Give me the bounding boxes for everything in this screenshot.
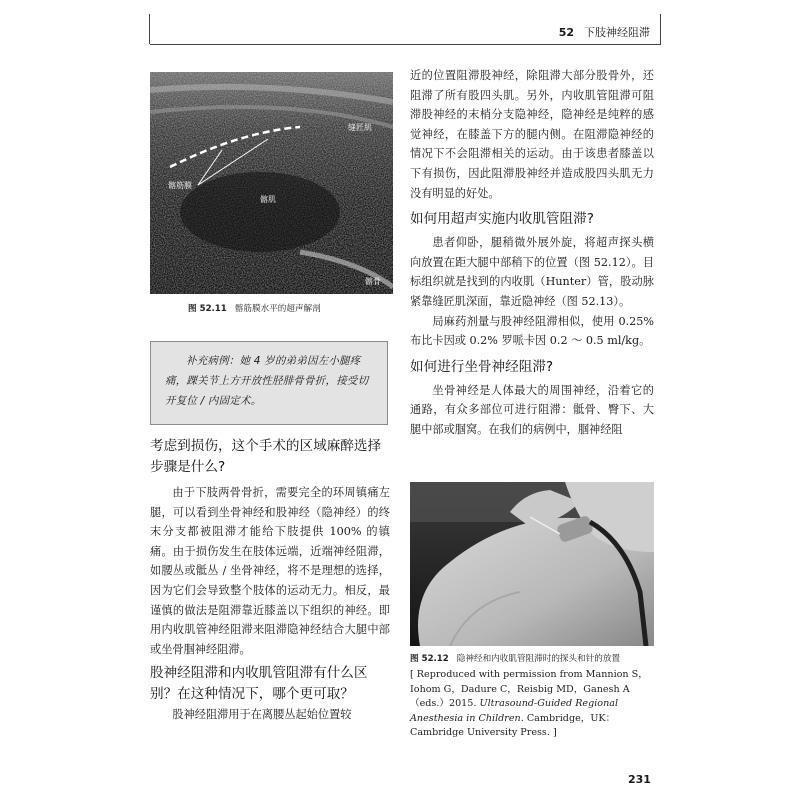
label-iliacus: 髂肌	[260, 195, 276, 204]
left-paragraph-2-block	[150, 705, 390, 725]
caption-text: 髂筋膜水平的超声解剖	[234, 304, 321, 314]
left-heading: 考虑到损伤，这个手术的区域麻醉选择步骤是什么?	[150, 438, 382, 475]
right-column	[410, 66, 654, 440]
chapter-number: 52	[558, 26, 574, 39]
right-heading-2: 如何进行坐骨神经阻滞?	[410, 358, 554, 375]
figure-52-12-title	[410, 652, 660, 666]
caption-text-52-12: 隐神经和内收肌管阻滞时的探头和针的放置	[456, 654, 621, 664]
case-box	[150, 341, 388, 425]
ultrasound-figure	[150, 72, 393, 294]
chapter-title: 下肢神经阻滞	[584, 26, 650, 39]
procedure-photo	[410, 482, 654, 646]
caption-number: 图 52.11	[188, 304, 227, 314]
right-paragraph-1-block	[410, 66, 654, 203]
probe-placement-photo	[410, 482, 654, 646]
figure-52-12-caption	[410, 652, 660, 741]
left-paragraph-2: 股神经阻滞用于在离腰丛起始位置较	[172, 708, 352, 722]
left-paragraph-block	[150, 483, 390, 659]
left-paragraph: 由于下肢两骨骨折，需要完全的环周镇痛左腿，可以看到坐骨神经和股神经（隐神经）的终末分支都被阻滞才能给下肢提供 100% 的镇痛。由于损伤发生在肢体远端，近端神经阻滞，如腰丛或骶丛 / 坐骨神经，将不是理想的选择，因为它们会导致整个肢体的运动无力。相反，最谨慎的做法是阻滞靠近膝盖以下组织的神经。即用内收肌管神经阻滞来阻滞隐神经结合大腿中部或坐骨腘神经阻滞。	[150, 486, 390, 656]
credit-italic: Ultrasound-Guided Regional Anesthesia in Children.	[410, 698, 619, 724]
right-paragraphs-block	[410, 233, 654, 351]
running-header	[150, 14, 661, 45]
right-paragraph-1: 近的位置阻滞股神经，除阻滞大部分股骨外，还阻滞了所有股四头肌。另外，内收肌管阻滞可阻滞股神经的末梢分支隐神经，隐神经是纯粹的感觉神经，在膝盖下方的腿内侧。在阻滞隐神经的情况下不会阻滞相关的运动。由于该患者膝盖以下有损伤，因此阻滞股神经并造成股四头肌无力没有明显的好处。	[410, 69, 654, 200]
credit-line-1: [ Reproduced with permission from Mannion S，Iohom G，Dadure C，Reisbig MD，Ganesh A（eds.）2015.	[410, 669, 648, 709]
right-paragraph-4: 坐骨神经是人体最大的周围神经，沿着它的通路，有众多部位可进行阻滞：骶骨、臀下、大腿中部或腘窝。在我们的病例中，腘神经阻	[410, 383, 654, 436]
case-box-text: 补充病例：她 4 岁的弟弟因左小腿疼痛，踝关节上方开放性胫腓骨骨折，接受切开复位 / 内固定术。	[165, 355, 369, 407]
label-fascia: 髂筋膜	[168, 181, 192, 190]
left-heading-2: 股神经阻滞和内收肌管阻滞有什么区别？在这种情况下，哪个更可取？	[150, 665, 368, 703]
right-heading-1: 如何用超声实施内收肌管阻滞?	[410, 211, 594, 228]
right-paragraph-2: 患者仰卧，腿稍微外展外旋，将超声探头横向放置在距大腿中部稍下的位置（图 52.12）。目标组织就是找到的内收肌（Hunter）管，股动脉紧靠缝匠肌深面，靠近隐神经（图 52.13）。	[410, 236, 654, 308]
page-number: 231	[628, 773, 651, 786]
left-column	[150, 436, 390, 725]
header-left-rule	[149, 14, 150, 44]
right-paragraph-3: 局麻药剂量与股神经阻滞相似，使用 0.25% 布比卡因或 0.2% 罗哌卡因 0.2 ～ 0.5 ml/kg。	[410, 314, 654, 348]
right-paragraph-4-block	[410, 381, 654, 440]
label-ilium: 髂骨	[365, 277, 381, 286]
caption-number-52-12: 图 52.12	[410, 654, 449, 664]
credit-line-3: Cambridge，UK：Cambridge University Press. ]	[410, 712, 616, 738]
label-sartorius: 缝匠肌	[348, 123, 372, 132]
header-title-row	[559, 24, 650, 40]
figure-52-11-caption	[188, 302, 398, 316]
figure-52-12-credit	[410, 668, 660, 741]
